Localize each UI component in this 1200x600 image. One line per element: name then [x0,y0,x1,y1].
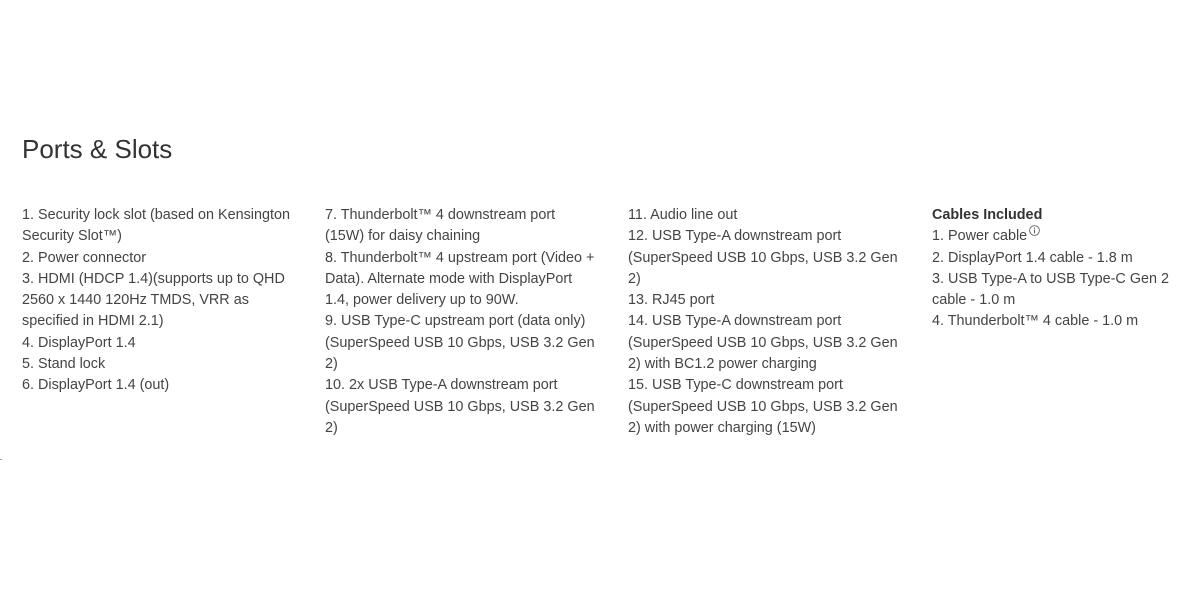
cable-item: 4. Thunderbolt™ 4 cable - 1.0 m [932,313,1139,330]
cables-heading: Cables Included [932,207,1043,223]
divider-mark [0,459,2,460]
cable-item: 3. USB Type-A to USB Type-C Gen 2 cable - 1.0 m [932,270,1170,309]
cable-item-label: 1. Power cable [932,228,1028,245]
port-item: 2. Power connector [22,249,146,266]
ports-list-1 [22,205,294,397]
cable-item-power [932,226,1200,247]
port-item: 15. USB Type-C downstream port (SuperSpeed USB 10 Gbps, USB 3.2 Gen 2) with power charging (15W) [628,377,898,436]
port-item: 12. USB Type-A downstream port (SuperSpeed USB 10 Gbps, USB 3.2 Gen 2) [628,228,898,287]
port-item: 7. Thunderbolt™ 4 downstream port (15W) for daisy chaining [325,207,556,245]
port-item: 3. HDMI (HDCP 1.4)(supports up to QHD 2560 x 1440 120Hz TMDS, VRR as specified in HDMI 2.1) [22,270,285,330]
cables-list [932,226,1200,332]
port-item: 9. USB Type-C upstream port (data only) (SuperSpeed USB 10 Gbps, USB 3.2 Gen 2) [325,313,595,373]
port-item: 13. RJ45 port [628,292,715,309]
port-item: 5. Stand lock [22,356,106,373]
ports-column-2 [325,205,597,439]
cable-item: 2. DisplayPort 1.4 cable - 1.8 m [932,249,1133,266]
ports-column-3 [628,205,900,439]
port-item: 4. DisplayPort 1.4 [22,334,136,351]
section-title: Ports & Slots [22,134,173,164]
cables-column [932,205,1200,333]
port-item: 6. DisplayPort 1.4 (out) [22,377,170,394]
ports-list-3 [628,205,900,439]
port-item: 8. Thunderbolt™ 4 upstream port (Video + Data). Alternate mode with DisplayPort 1.4, power delivery up to 90W. [325,249,595,309]
port-item: 11. Audio line out [628,207,738,223]
info-circle-icon[interactable] [1029,225,1040,236]
port-item: 10. 2x USB Type-A downstream port (SuperSpeed USB 10 Gbps, USB 3.2 Gen 2) [325,377,595,436]
ports-column-1 [22,205,294,397]
port-item: 1. Security lock slot (based on Kensington Security Slot™) [22,207,290,245]
ports-list-2 [325,205,597,439]
port-item: 14. USB Type-A downstream port (SuperSpeed USB 10 Gbps, USB 3.2 Gen 2) with BC1.2 power charging [628,313,898,373]
